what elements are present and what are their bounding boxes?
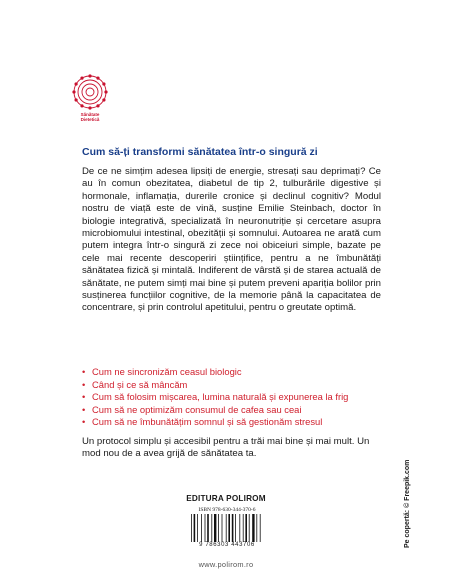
barcode-block xyxy=(187,507,267,555)
ean-number: 9 786303 443706 xyxy=(199,542,255,548)
list-item: • Cum să folosim mișcarea, lumina naturală și expunerea la frig xyxy=(82,391,349,403)
closing-paragraph: Un protocol simplu și accesibil pentru a trăi mai bine și mai mult. Un mod nou de a avea grijă de sănătatea ta. xyxy=(82,436,370,460)
list-item: • Cum ne sincronizăm ceasul biologic xyxy=(82,366,242,377)
bullet-icon: • xyxy=(82,366,86,377)
list-item: • Cum să ne optimizăm consumul de cafea sau ceai xyxy=(82,403,302,415)
list-item: • Cum să ne îmbunătățim somnul și să gestionăm stresul xyxy=(82,416,323,428)
bullet-icon: • xyxy=(82,403,86,415)
publisher-website: www.polirom.ro xyxy=(198,560,254,569)
bullet-icon: • xyxy=(82,391,86,403)
logo-line-1: Sănătate xyxy=(80,112,100,117)
bullet-icon: • xyxy=(82,378,86,390)
isbn-text: ISBN 978-630-344-370-6 xyxy=(198,507,256,513)
series-logo xyxy=(68,72,112,128)
publisher-name: EDITURA POLIROM xyxy=(186,494,266,503)
cover-credit: Pe copertă: © Freepik.com xyxy=(404,459,411,548)
back-cover-heading: Cum să-ți transformi sănătatea într-o singură zi xyxy=(82,146,318,158)
barcode-icon xyxy=(190,514,264,542)
description-paragraph: De ce ne simțim adesea lipsiți de energie, stresați sau deprimați? Ce au în comun obezitatea, diabetul de tip 2, tulburările digestive și hormonale, inflamația, durerile cronice și declinul cognitiv? Modul nostru de viață este de vină, susține Emilie Steinbach, doctor în biologie integrativă, specializată în neuronutriție și cercetare asupra microbiomului intestinal, obezității și somnului. Autoarea ne arată cum putem integra într-o singură zi zece noi obiceiuri simple, bazate pe cele mai recente descoperiri științifice, pentru a ne îmbunătăți sănătatea fizică și mintală. Indiferent de vârstă și de starea actuală de sănătate, ne putem simți mai bine și putem preveni apariția bolilor prin susținerea funcțiilor cognitive, de la memorie până la capacitatea de concentrare, și prin controlul apetitului, pentru o greutate optimă. xyxy=(82,166,381,314)
topics-list xyxy=(82,366,382,429)
rosette-icon xyxy=(68,72,112,112)
list-item: • Când și ce să mâncăm xyxy=(82,378,188,390)
logo-line-2: Dietetică xyxy=(80,117,100,122)
bullet-icon: • xyxy=(82,416,86,428)
